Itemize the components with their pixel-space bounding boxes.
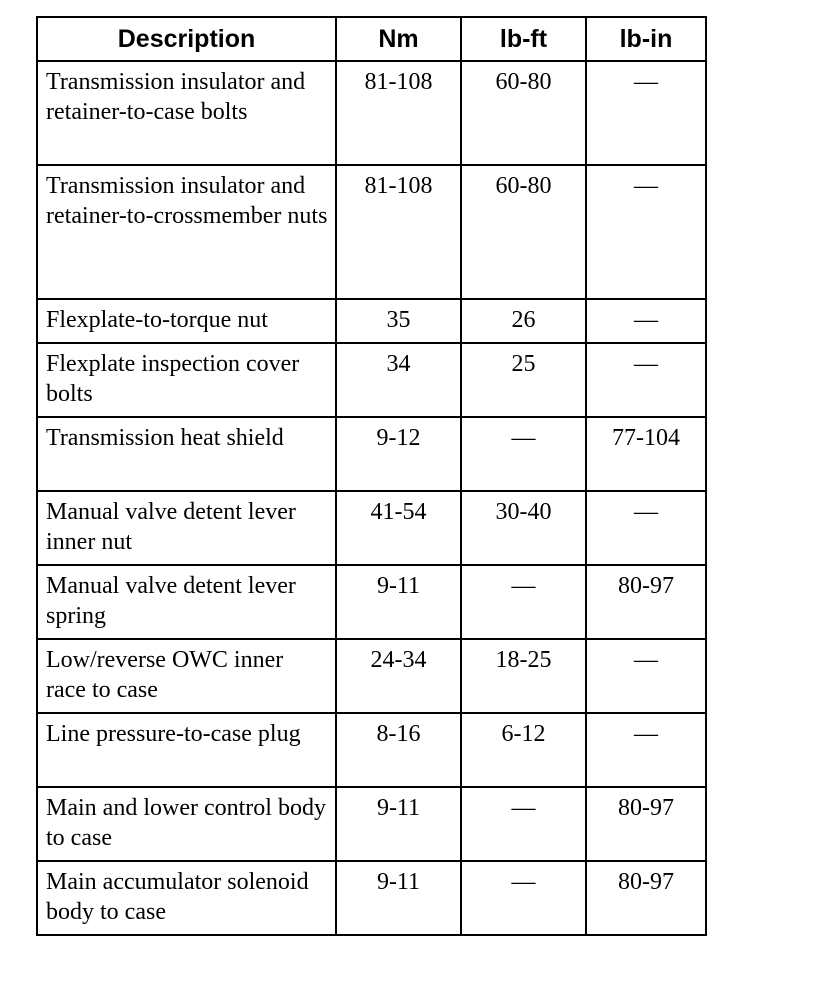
table-row [37, 343, 706, 417]
nm-cell: 81-108 [336, 165, 461, 299]
lb-ft-cell: 26 [461, 299, 586, 343]
lb-ft-cell: 25 [461, 343, 586, 417]
lb-ft-cell: 30-40 [461, 491, 586, 565]
table-row [37, 61, 706, 165]
nm-cell: 35 [336, 299, 461, 343]
header-row [37, 17, 706, 61]
description-cell: Low/reverse OWC inner race to case [37, 639, 336, 713]
torque-spec-table [36, 16, 707, 936]
nm-cell: 9-11 [336, 787, 461, 861]
description-cell: Main accumulator solenoid body to case [37, 861, 336, 935]
table-row [37, 639, 706, 713]
lb-in-cell: — [586, 61, 706, 165]
nm-cell: 41-54 [336, 491, 461, 565]
description-cell: Line pressure-to-case plug [37, 713, 336, 787]
lb-in-cell: — [586, 165, 706, 299]
lb-ft-cell: 60-80 [461, 61, 586, 165]
lb-in-cell: 80-97 [586, 861, 706, 935]
table-row [37, 417, 706, 491]
lb-in-cell: — [586, 491, 706, 565]
lb-ft-cell: — [461, 861, 586, 935]
description-cell: Flexplate inspection cover bolts [37, 343, 336, 417]
table-row [37, 565, 706, 639]
table-row [37, 165, 706, 299]
nm-cell: 9-11 [336, 861, 461, 935]
description-cell: Transmission heat shield [37, 417, 336, 491]
table-body [37, 61, 706, 935]
table-row [37, 299, 706, 343]
table-header [37, 17, 706, 61]
nm-cell: 9-12 [336, 417, 461, 491]
description-cell: Flexplate-to-torque nut [37, 299, 336, 343]
description-cell: Manual valve detent lever inner nut [37, 491, 336, 565]
table-row [37, 787, 706, 861]
lb-in-cell: 80-97 [586, 787, 706, 861]
lb-in-cell: 77-104 [586, 417, 706, 491]
lb-in-cell: — [586, 299, 706, 343]
lb-in-cell: — [586, 639, 706, 713]
nm-cell: 24-34 [336, 639, 461, 713]
lb-ft-cell: 60-80 [461, 165, 586, 299]
lb-ft-cell: — [461, 787, 586, 861]
lb-in-cell: — [586, 713, 706, 787]
lb-ft-cell: — [461, 565, 586, 639]
lb-in-cell: — [586, 343, 706, 417]
column-header-lb-ft: lb-ft [461, 17, 586, 61]
nm-cell: 8-16 [336, 713, 461, 787]
description-cell: Manual valve detent lever spring [37, 565, 336, 639]
table-row [37, 491, 706, 565]
nm-cell: 9-11 [336, 565, 461, 639]
table-row [37, 861, 706, 935]
column-header-lb-in: lb-in [586, 17, 706, 61]
table-row [37, 713, 706, 787]
lb-ft-cell: — [461, 417, 586, 491]
lb-ft-cell: 6-12 [461, 713, 586, 787]
column-header-nm: Nm [336, 17, 461, 61]
nm-cell: 34 [336, 343, 461, 417]
description-cell: Transmission insulator and retainer-to-crossmember nuts [37, 165, 336, 299]
column-header-description: Description [37, 17, 336, 61]
lb-in-cell: 80-97 [586, 565, 706, 639]
description-cell: Transmission insulator and retainer-to-case bolts [37, 61, 336, 165]
description-cell: Main and lower control body to case [37, 787, 336, 861]
nm-cell: 81-108 [336, 61, 461, 165]
lb-ft-cell: 18-25 [461, 639, 586, 713]
